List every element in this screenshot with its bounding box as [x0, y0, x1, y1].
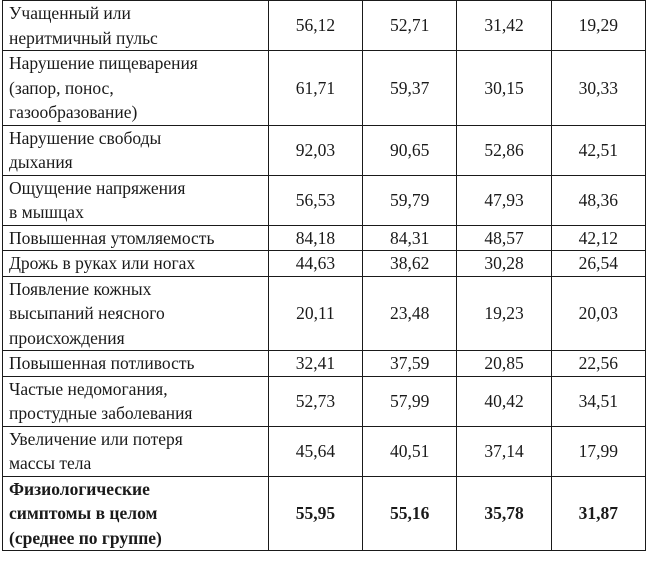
- table-row: [3, 251, 646, 277]
- value-cell: 42,12: [551, 225, 645, 251]
- row-label: Дрожь в руках или ногах: [3, 251, 269, 277]
- total-value-cell: 31,87: [551, 476, 645, 551]
- value-cell: 44,63: [268, 251, 362, 277]
- table-row: [3, 175, 646, 225]
- value-cell: 30,33: [551, 51, 645, 126]
- table-row: [3, 1, 646, 51]
- table-row: [3, 51, 646, 126]
- value-cell: 84,31: [363, 225, 457, 251]
- row-label: Нарушение пищеварения (запор, понос, газообразование): [3, 51, 269, 126]
- value-cell: 42,51: [551, 125, 645, 175]
- table-row: [3, 276, 646, 351]
- total-row: [3, 476, 646, 551]
- value-cell: 56,53: [268, 175, 362, 225]
- value-cell: 26,54: [551, 251, 645, 277]
- table-row: [3, 225, 646, 251]
- total-value-cell: 55,16: [363, 476, 457, 551]
- row-label: Увеличение или потеря массы тела: [3, 426, 269, 476]
- value-cell: 37,59: [363, 351, 457, 377]
- value-cell: 40,51: [363, 426, 457, 476]
- row-label: Нарушение свободы дыхания: [3, 125, 269, 175]
- table-row: [3, 426, 646, 476]
- value-cell: 56,12: [268, 1, 362, 51]
- value-cell: 59,37: [363, 51, 457, 126]
- table-row: [3, 125, 646, 175]
- value-cell: 61,71: [268, 51, 362, 126]
- value-cell: 30,15: [457, 51, 551, 126]
- total-value-cell: 55,95: [268, 476, 362, 551]
- value-cell: 48,36: [551, 175, 645, 225]
- row-label: Учащенный или неритмичный пульс: [3, 1, 269, 51]
- table-row: [3, 376, 646, 426]
- value-cell: 19,29: [551, 1, 645, 51]
- value-cell: 37,14: [457, 426, 551, 476]
- value-cell: 52,71: [363, 1, 457, 51]
- value-cell: 22,56: [551, 351, 645, 377]
- value-cell: 90,65: [363, 125, 457, 175]
- value-cell: 31,42: [457, 1, 551, 51]
- value-cell: 48,57: [457, 225, 551, 251]
- symptoms-table: [2, 0, 646, 551]
- value-cell: 32,41: [268, 351, 362, 377]
- value-cell: 30,28: [457, 251, 551, 277]
- value-cell: 40,42: [457, 376, 551, 426]
- row-label: Частые недомогания, простудные заболевания: [3, 376, 269, 426]
- value-cell: 34,51: [551, 376, 645, 426]
- value-cell: 52,73: [268, 376, 362, 426]
- value-cell: 52,86: [457, 125, 551, 175]
- value-cell: 23,48: [363, 276, 457, 351]
- table-row: [3, 351, 646, 377]
- value-cell: 17,99: [551, 426, 645, 476]
- value-cell: 47,93: [457, 175, 551, 225]
- value-cell: 45,64: [268, 426, 362, 476]
- value-cell: 20,85: [457, 351, 551, 377]
- symptoms-table-body: [3, 1, 646, 551]
- row-label: Ощущение напряжения в мышцах: [3, 175, 269, 225]
- value-cell: 84,18: [268, 225, 362, 251]
- value-cell: 20,11: [268, 276, 362, 351]
- row-label: Появление кожных высыпаний неясного происхождения: [3, 276, 269, 351]
- value-cell: 38,62: [363, 251, 457, 277]
- row-label: Повышенная утомляемость: [3, 225, 269, 251]
- value-cell: 20,03: [551, 276, 645, 351]
- value-cell: 59,79: [363, 175, 457, 225]
- value-cell: 19,23: [457, 276, 551, 351]
- row-label: Повышенная потливость: [3, 351, 269, 377]
- total-value-cell: 35,78: [457, 476, 551, 551]
- value-cell: 92,03: [268, 125, 362, 175]
- value-cell: 57,99: [363, 376, 457, 426]
- total-row-label: Физиологические симптомы в целом (среднее по группе): [3, 476, 269, 551]
